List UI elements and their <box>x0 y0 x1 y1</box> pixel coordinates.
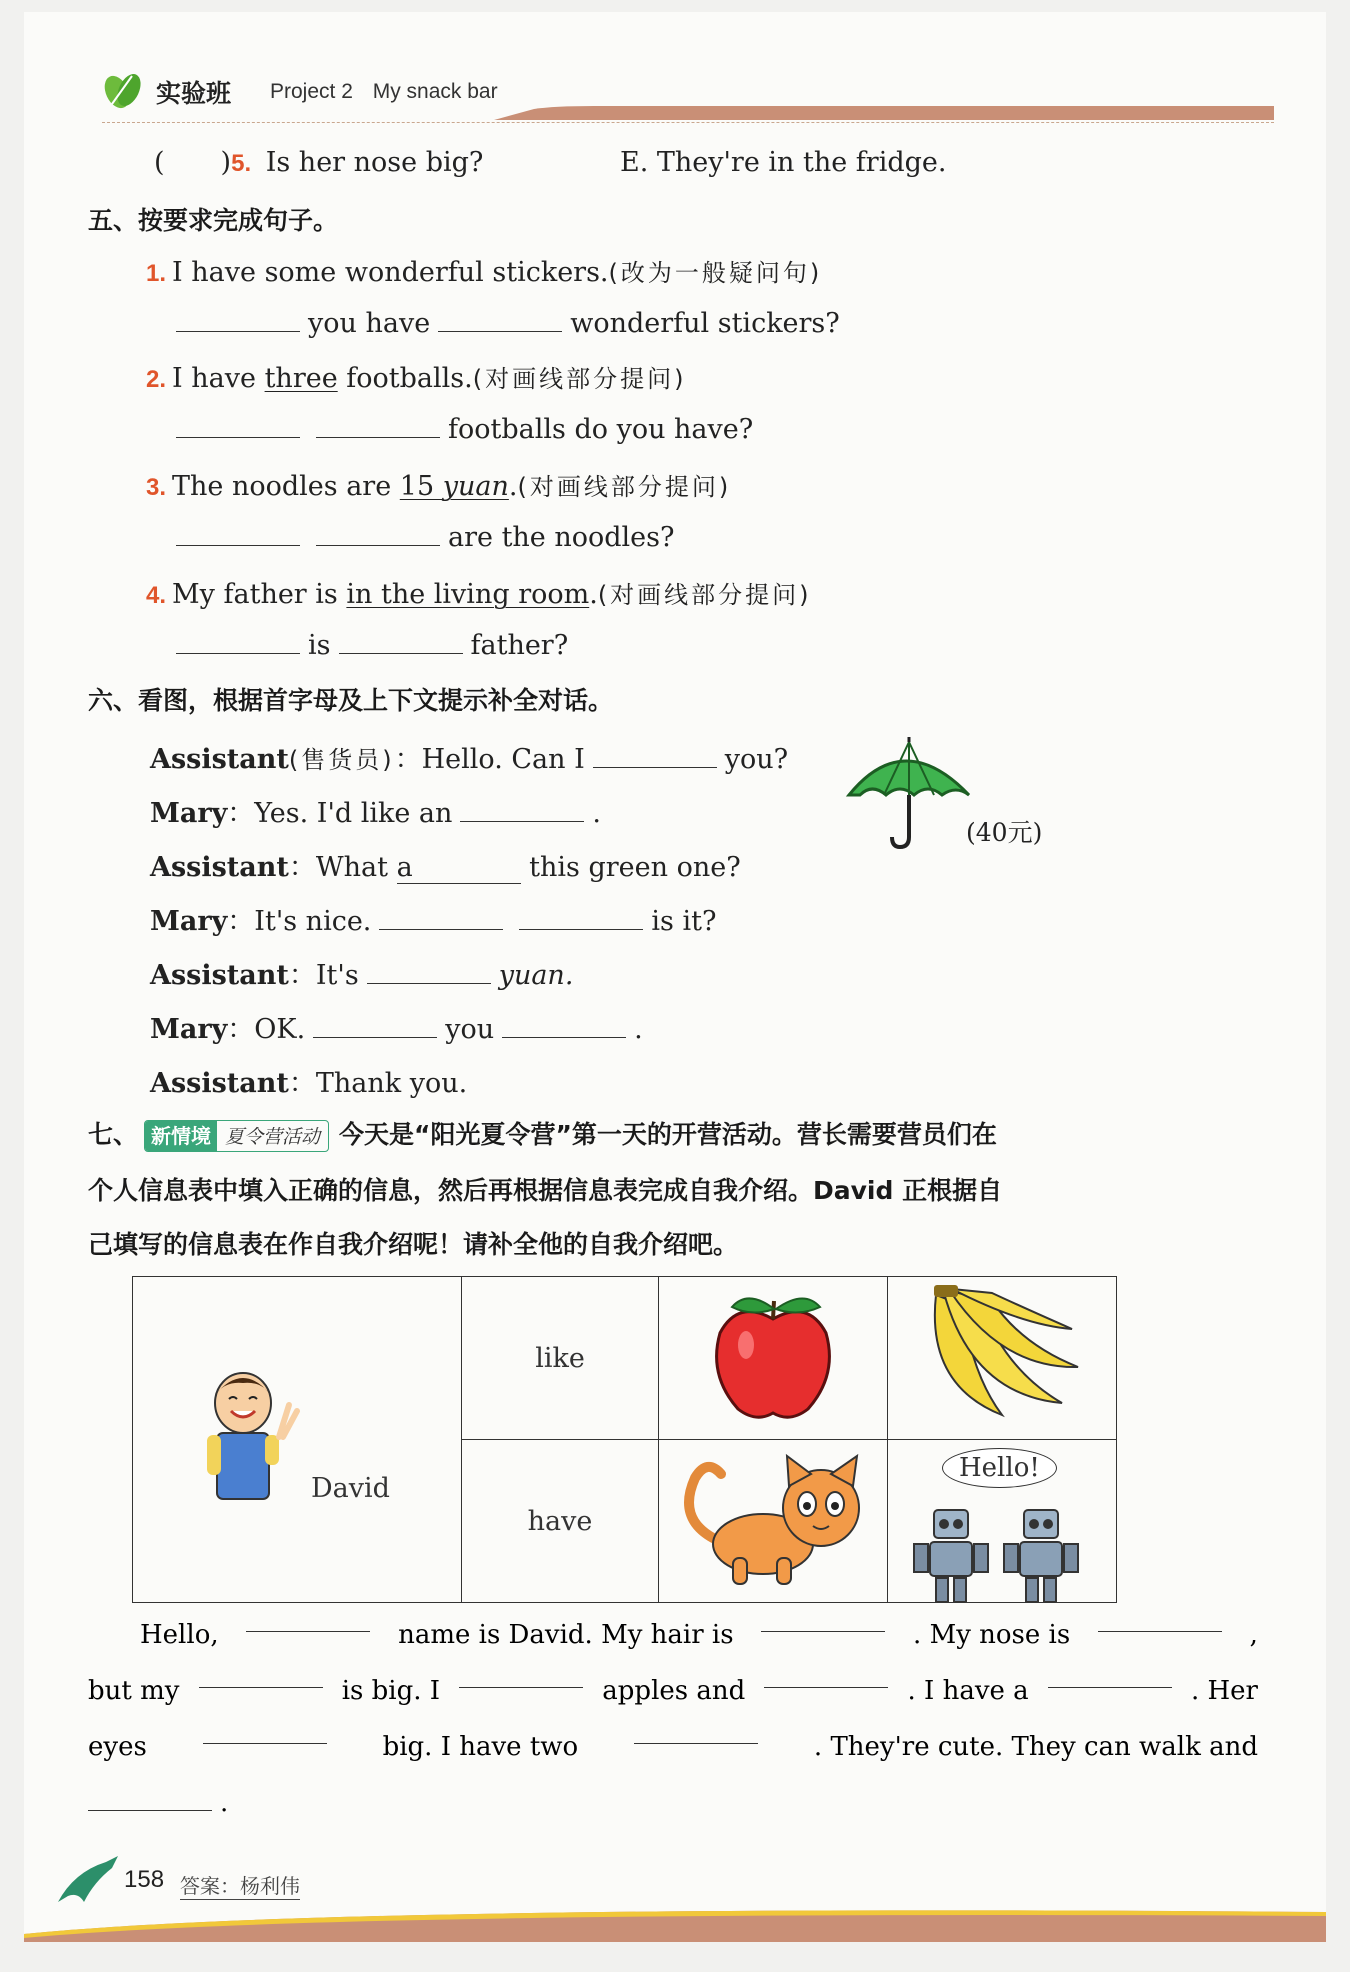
david-cell <box>133 1277 462 1603</box>
answer-blank[interactable] <box>176 413 300 438</box>
s5-answer-3: are the noodles? <box>168 521 675 553</box>
s5-item-1: 1. I have some wonderful stickers.(改为一般疑问句) <box>146 257 823 288</box>
like-label: like <box>462 1277 659 1440</box>
project-number: Project 2 <box>270 80 353 103</box>
answer-blank[interactable] <box>316 413 440 438</box>
name-label: David <box>311 1473 390 1504</box>
answer-blank[interactable] <box>176 629 300 654</box>
answer-blank[interactable] <box>634 1719 758 1744</box>
answer-blank[interactable] <box>593 743 717 768</box>
dialog-line-7: Assistant：Thank you. <box>150 1068 468 1099</box>
s5-answer-1: you have wonderful stickers? <box>168 307 840 339</box>
dialog-line-5: Assistant：It's yuan. <box>150 960 574 991</box>
page-number: 158 <box>124 1866 165 1893</box>
answer-blank[interactable] <box>313 1013 437 1038</box>
s5-answer-4: is father? <box>168 629 568 661</box>
answer-blank[interactable]: a <box>397 852 521 884</box>
dialog-line-6: Mary：OK. you . <box>150 1014 643 1045</box>
workbook-page <box>24 12 1326 1942</box>
s5-answer-2: footballs do you have? <box>168 413 753 445</box>
apple-icon <box>708 1285 838 1425</box>
project-title <box>270 80 512 104</box>
answer-blank[interactable] <box>88 1786 212 1811</box>
speech-bubble: Hello! <box>942 1448 1057 1488</box>
answer-blank[interactable] <box>1098 1607 1222 1632</box>
s5-item-4: 4. My father is in the living room.(对画线部分提问) <box>146 579 812 610</box>
banana-cell <box>888 1277 1117 1440</box>
self-intro-paragraph: Hello, name is David. My hair is . My nose is , but my is big. I apples and . I have a . Her eyes big. I have two . They're cute. They can walk and . <box>88 1607 1258 1831</box>
dialog-line-4: Mary：It's nice. is it? <box>150 906 717 937</box>
answer-blank[interactable] <box>438 307 562 332</box>
answer-blank[interactable] <box>246 1607 370 1632</box>
answer-blank[interactable] <box>502 1013 626 1038</box>
have-label: have <box>462 1440 659 1603</box>
info-table <box>132 1276 1117 1603</box>
answer-blank[interactable] <box>761 1607 885 1632</box>
footer-decor-bar <box>24 1904 1326 1942</box>
umbrella-icon <box>844 737 974 857</box>
banana-icon <box>922 1285 1082 1425</box>
cat-cell <box>659 1440 888 1603</box>
dolphin-icon <box>54 1852 124 1908</box>
unit-title: My snack bar <box>372 80 498 103</box>
robot-cell <box>888 1440 1117 1603</box>
section-6-title: 六、看图，根据首字母及上下文提示补全对话。 <box>88 686 614 715</box>
dialog-line-2: Mary：Yes. I'd like an . <box>150 798 602 829</box>
umbrella-price: (40元) <box>966 818 1043 847</box>
option-e: E. They're in the fridge. <box>620 147 947 178</box>
s5-item-2: 2. I have three footballs.(对画线部分提问) <box>146 363 687 394</box>
brand-name: 实验班 <box>156 79 232 108</box>
answer-blank[interactable] <box>519 905 643 930</box>
cat-icon <box>673 1448 873 1588</box>
answer-blank[interactable] <box>379 905 503 930</box>
header-decor-bar <box>494 106 1274 120</box>
section-7-intro-2: 个人信息表中填入正确的信息，然后再根据信息表完成自我介绍。David 正根据自 <box>88 1176 1003 1205</box>
question-text: Is her nose big? <box>265 147 484 178</box>
leaf-logo-icon <box>102 70 144 110</box>
answer-blank[interactable] <box>367 959 491 984</box>
section-7-intro-3: 己填写的信息表在作自我介绍呢！请补全他的自我介绍吧。 <box>88 1230 739 1259</box>
answer-blank[interactable] <box>764 1663 888 1688</box>
new-context-tag: 新情境 夏令营活动 <box>144 1120 329 1152</box>
page-footer <box>24 1842 1326 1942</box>
dialog-line-3: Assistant：What a this green one? <box>150 852 741 883</box>
robot-icon <box>910 1500 1090 1610</box>
answer-blank[interactable] <box>316 521 440 546</box>
answer-blank[interactable] <box>176 521 300 546</box>
answer-blank[interactable] <box>460 797 584 822</box>
answer-blank[interactable] <box>339 629 463 654</box>
answer-blank[interactable] <box>1048 1663 1172 1688</box>
section-7-title: 七、 新情境 夏令营活动 今天是“阳光夏令营”第一天的开营活动。营长需要营员们在 <box>88 1115 997 1152</box>
s5-item-3: 3. The noodles are 15 yuan.(对画线部分提问) <box>146 471 732 502</box>
dialog-line-1: Assistant(售货员)：Hello. Can I you? <box>150 744 789 775</box>
answer-blank[interactable] <box>203 1719 327 1744</box>
q5-row: ( )5. Is her nose big? <box>154 147 484 178</box>
answer-credit: 答案：杨利伟 <box>180 1870 300 1900</box>
boy-icon <box>203 1365 303 1505</box>
answer-blank[interactable] <box>199 1663 323 1688</box>
apple-cell <box>659 1277 888 1440</box>
answer-blank[interactable] <box>176 307 300 332</box>
page-header <box>74 60 1274 130</box>
section-5-title: 五、按要求完成句子。 <box>88 206 339 235</box>
header-divider <box>102 122 1274 123</box>
question-number: 5. <box>231 150 252 177</box>
answer-blank[interactable] <box>459 1663 583 1688</box>
